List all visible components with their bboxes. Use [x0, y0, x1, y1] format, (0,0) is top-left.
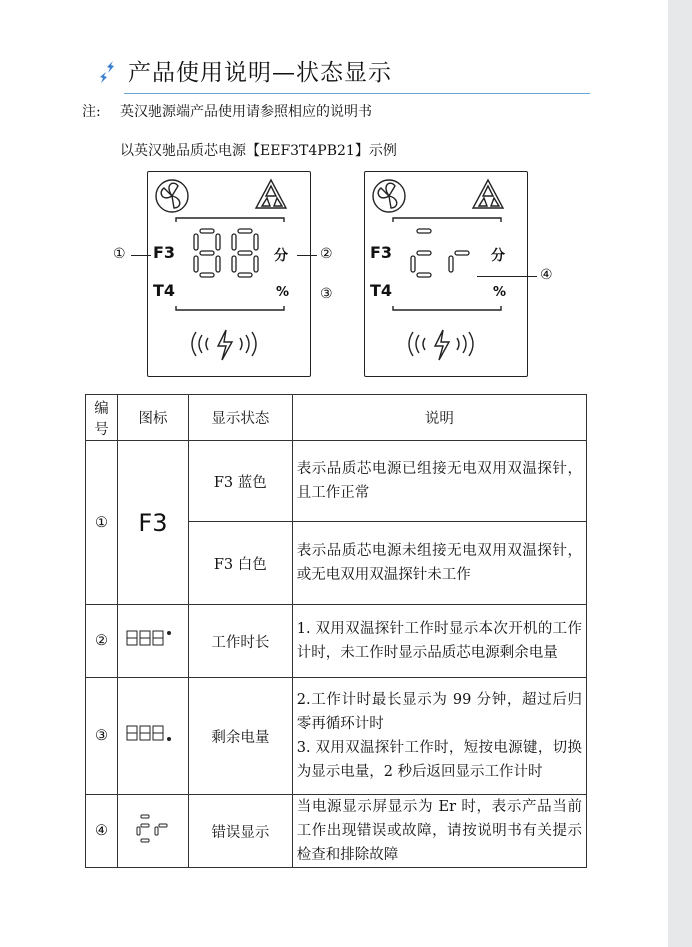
note-text: 英汉驰源端产品使用请参照相应的说明书 [120, 104, 372, 120]
row-state: 工作时长 [188, 605, 292, 678]
t4-label: T4 [153, 281, 176, 300]
fan-icon [373, 180, 405, 212]
lightning-icon [98, 60, 120, 88]
error-segments [411, 229, 469, 277]
percent-label: % [493, 285, 507, 300]
f3-label: F3 [370, 243, 393, 262]
signal-bolt-icon [409, 330, 473, 360]
row-num: ④ [86, 795, 118, 868]
error-digits-icon [130, 812, 176, 846]
signal-bolt-icon [192, 330, 256, 360]
table-row [86, 441, 587, 522]
f3-icon-text: F3 [138, 508, 168, 537]
row-icon-error [117, 795, 188, 868]
row-icon-time [117, 605, 188, 678]
desc-line-3: 3. 双用双温探针工作时，短按电源键，切换为显示电量，2 秒后返回显示工作计时 [296, 740, 582, 780]
minute-label: 分 [274, 248, 288, 264]
display-panel-error-graphic [365, 172, 527, 376]
row-state: 剩余电量 [188, 678, 292, 795]
row-desc: 当电源显示屏显示为 Er 时，表示产品当前工作出现错误或故障，请按说明书有关提示检查和排除故障 [292, 795, 586, 868]
status-table [85, 394, 587, 868]
minute-label: 分 [491, 248, 505, 264]
display-panel-error [364, 171, 528, 377]
triangle-icon [473, 180, 503, 208]
row-desc-combined [292, 678, 586, 795]
row-desc: 1. 双用双温探针工作时显示本次开机的工作计时，未工作时显示品质芯电源剩余电量 [292, 605, 586, 678]
f3-label: F3 [153, 243, 176, 262]
display-panel-normal-graphic [148, 172, 310, 376]
callout-2: ② [320, 246, 333, 262]
digit-segments [194, 229, 258, 277]
row-icon-battery [117, 678, 188, 795]
table-header-row [86, 395, 587, 441]
callout-2-line [297, 255, 317, 256]
row-state: F3 白色 [188, 522, 292, 605]
row-num: ③ [86, 678, 118, 795]
row-icon-f3 [117, 441, 188, 605]
example-text: 以英汉驰品质芯电源【EEF3T4PB21】示例 [120, 143, 397, 159]
table-row [86, 605, 587, 678]
row-desc: 表示品质芯电源未组接无电双用双温探针，或无电双用双温探针未工作 [292, 522, 586, 605]
note-label: 注: [82, 104, 101, 120]
row-state: F3 蓝色 [188, 441, 292, 522]
callout-3: ③ [320, 286, 333, 302]
header-state: 显示状态 [188, 395, 292, 441]
row-state: 错误显示 [188, 795, 292, 868]
desc-line-2: 2.工作计时最长显示为 99 分钟，超过后归零再循环计时 [296, 692, 582, 732]
fan-icon [156, 180, 188, 212]
display-panel-normal [147, 171, 311, 377]
percent-label: % [276, 285, 290, 300]
table-row [86, 678, 587, 795]
callout-4: ④ [540, 267, 553, 283]
time-digits-icon [125, 629, 181, 649]
callout-1: ① [113, 246, 126, 262]
t4-label: T4 [370, 281, 393, 300]
header-num: 编号 [86, 395, 118, 441]
right-sidebar [668, 0, 692, 947]
row-num: ② [86, 605, 118, 678]
row-num: ① [86, 441, 118, 605]
triangle-icon [256, 180, 286, 208]
battery-digits-icon [125, 724, 181, 744]
table-row [86, 795, 587, 868]
title-divider [124, 93, 590, 94]
header-icon: 图标 [117, 395, 188, 441]
callout-1-line [131, 255, 151, 256]
header-desc: 说明 [292, 395, 586, 441]
callout-4-line [477, 276, 537, 277]
row-desc: 表示品质芯电源已组接无电双用双温探针，且工作正常 [292, 441, 586, 522]
page-title: 产品使用说明—状态显示 [128, 60, 392, 86]
